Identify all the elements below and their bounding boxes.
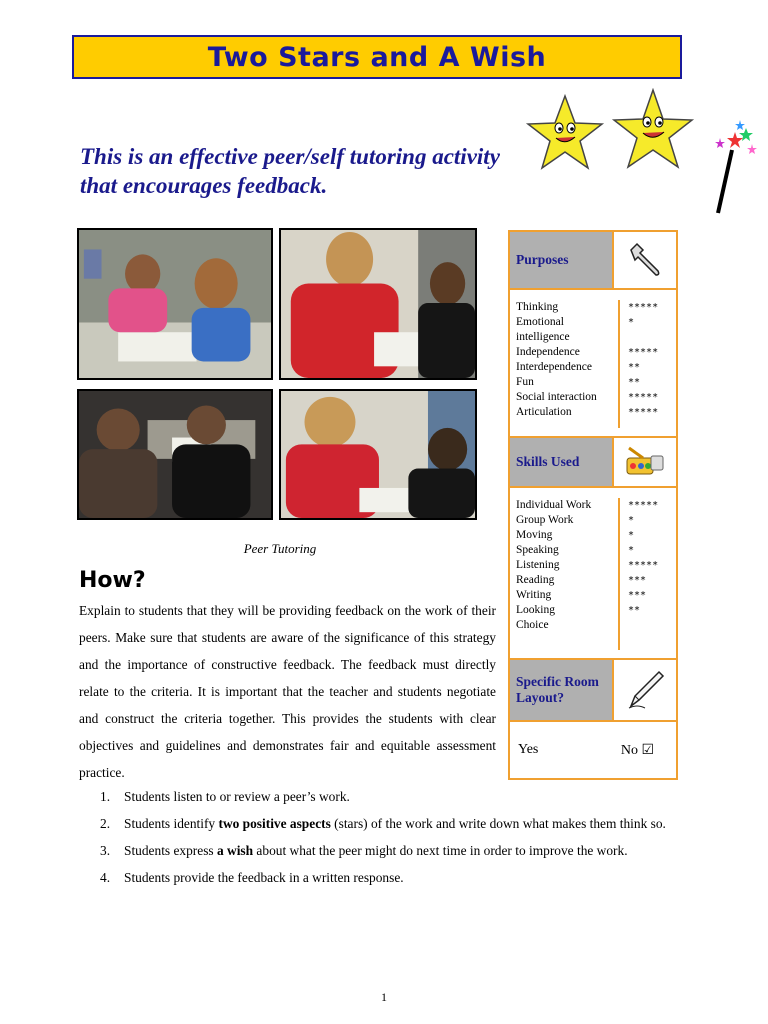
skills-item-rating: * xyxy=(628,530,635,541)
steps-list xyxy=(96,783,666,891)
skills-item-rating: * xyxy=(628,515,635,526)
activity-info-table xyxy=(508,230,678,780)
skills-item-label: Group Work xyxy=(516,514,574,526)
photo-peer-tutoring-4 xyxy=(279,389,477,520)
skills-item-label: Looking xyxy=(516,604,555,616)
skills-item-rating: *** xyxy=(628,590,647,601)
stars-wand-illustration xyxy=(520,88,760,218)
purposes-item-label: Thinking xyxy=(516,301,559,313)
list-item: 3. Students express a wish about what the peer might do next time in order to improve the work. xyxy=(100,843,628,858)
purposes-item-label: intelligence xyxy=(516,331,570,343)
purposes-list xyxy=(510,290,676,438)
title-banner xyxy=(72,35,682,79)
purposes-item-label: Fun xyxy=(516,376,534,388)
skills-list xyxy=(510,488,676,660)
skills-item-rating: ***** xyxy=(628,500,659,511)
skills-item-rating: * xyxy=(628,545,635,556)
purposes-item-rating: ***** xyxy=(628,407,659,418)
layout-header xyxy=(510,660,676,722)
art-supplies-icon xyxy=(623,444,667,480)
photo-peer-tutoring-1 xyxy=(77,228,273,380)
skills-item-label: Individual Work xyxy=(516,499,592,511)
purposes-item-label: Independence xyxy=(516,346,580,358)
purposes-item-label: Social interaction xyxy=(516,391,597,403)
purposes-item-rating: ** xyxy=(628,362,641,373)
photo-peer-tutoring-3 xyxy=(77,389,273,520)
purposes-item-label: Articulation xyxy=(516,406,572,418)
skills-item-label: Reading xyxy=(516,574,555,586)
layout-heading: Specific Room Layout? xyxy=(510,660,614,720)
layout-yes: Yes xyxy=(518,742,539,757)
star-icon xyxy=(528,96,602,168)
purposes-item-rating: * xyxy=(628,317,635,328)
skills-item-rating: ***** xyxy=(628,560,659,571)
purposes-item-rating xyxy=(628,330,676,345)
purposes-heading: Purposes xyxy=(510,232,614,288)
purposes-item-rating: ***** xyxy=(628,392,659,403)
list-item: 1. Students listen to or review a peer’s work. xyxy=(100,789,350,804)
wrench-icon xyxy=(625,240,665,280)
how-heading: How? xyxy=(79,568,146,593)
list-item: 4. Students provide the feedback in a written response. xyxy=(100,870,404,885)
purposes-item-label: Interdependence xyxy=(516,361,592,373)
star-icon xyxy=(614,90,692,167)
purposes-item-rating: ***** xyxy=(628,302,659,313)
skills-header xyxy=(510,438,676,488)
layout-answer-row xyxy=(510,722,676,778)
purposes-header xyxy=(510,232,676,290)
purposes-item-label: Emotional xyxy=(516,316,564,328)
layout-no-checked: No ☑ xyxy=(620,742,654,758)
skills-item-label: Listening xyxy=(516,559,560,571)
skills-heading: Skills Used xyxy=(510,438,614,486)
purposes-item-rating: ***** xyxy=(628,347,659,358)
photo-peer-tutoring-2 xyxy=(279,228,477,380)
instructions-paragraph: Explain to students that they will be providing feedback on the work of their peers. Make sure that students are aware of the significance of this strategy and the importance of constructive feedback. The feedback must directly relate to the criteria. It is important that the teacher and students negotiate and construct the criteria together. This provides the students with clear objectives and guidelines and demonstrates fair and equitable assessment practice. xyxy=(79,603,496,780)
page-title: Two Stars and A Wish xyxy=(207,42,547,73)
skills-item-rating: *** xyxy=(628,575,647,586)
intro-text: This is an effective peer/self tutoring activity that encourages feedback. xyxy=(80,144,500,198)
skills-item-rating: ** xyxy=(628,605,641,616)
photo-caption: Peer Tutoring xyxy=(243,541,317,556)
skills-item-label: Moving xyxy=(516,529,553,541)
pen-icon xyxy=(623,668,667,712)
skills-item-rating xyxy=(628,618,676,633)
skills-item-label: Speaking xyxy=(516,544,559,556)
list-item: 2. Students identify two positive aspects (stars) of the work and write down what makes them think so. xyxy=(100,816,666,831)
magic-wand-icon xyxy=(715,120,757,213)
purposes-item-rating: ** xyxy=(628,377,641,388)
skills-item-label: Writing xyxy=(516,589,552,601)
skills-item-label: Choice xyxy=(516,619,549,631)
page-number: 1 xyxy=(381,990,387,1004)
